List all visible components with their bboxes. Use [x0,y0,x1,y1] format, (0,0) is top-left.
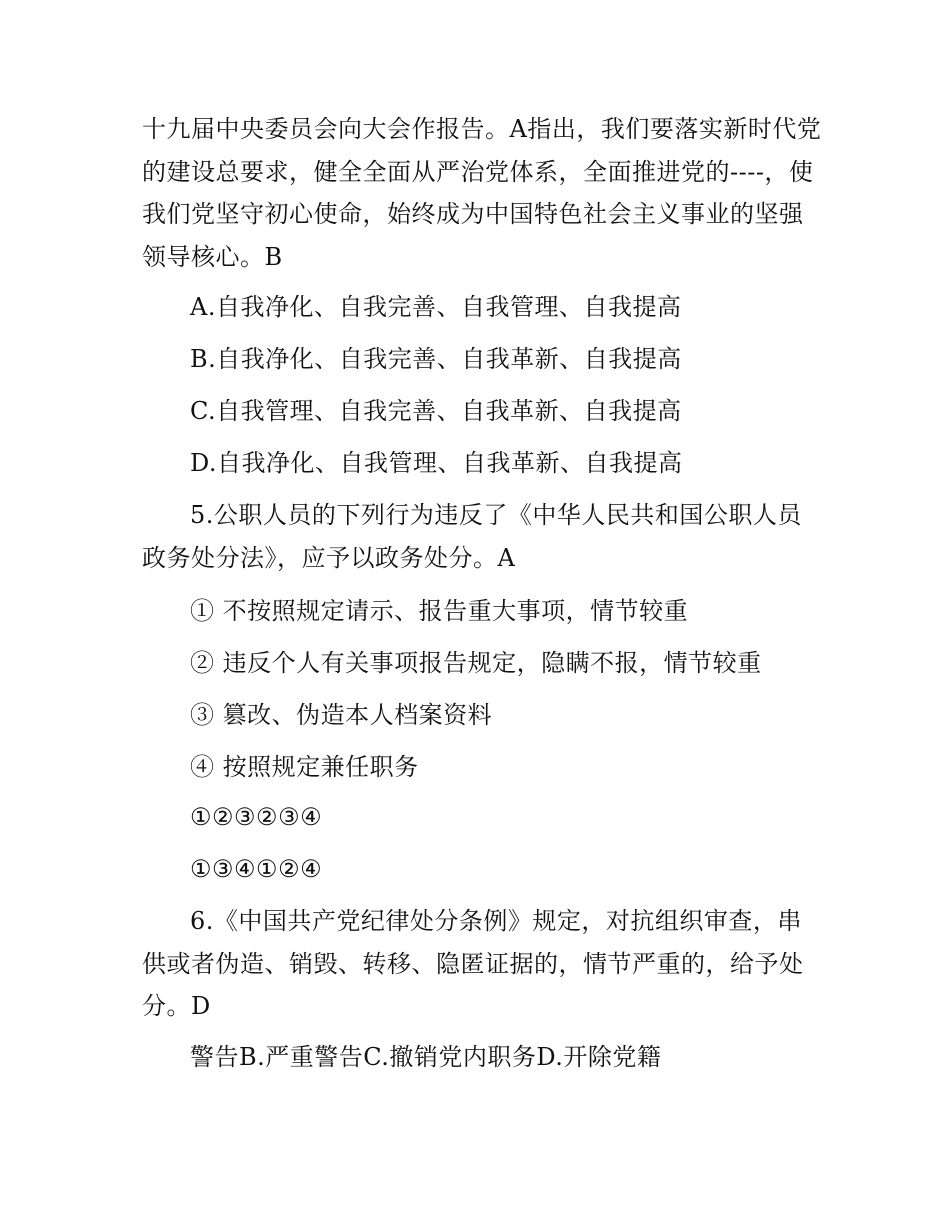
question-5-choice-2: ①③④①②④ [190,855,323,883]
question-5-item-4: ④ 按照规定兼任职务 [190,753,419,781]
question-5-item-3: ③ 篡改、伪造本人档案资料 [190,701,493,729]
question-4-option-c: C.自我管理、自我完善、自我革新、自我提高 [190,397,682,425]
question-5-item-1: ① 不按照规定请示、报告重大事项，情节较重 [190,597,689,625]
question-4-option-a: A.自我净化、自我完善、自我管理、自我提高 [190,293,682,321]
question-6-options: 警告B.严重警告C.撤销党内职务D.开除党籍 [190,1043,662,1071]
question-6-stem: 6.《中国共产党纪律处分条例》规定，对抗组织审查，串供或者伪造、销毁、转移、隐匿证据的，情节严重的，给予处分。D [142,907,804,1020]
question-4-option-b: B.自我净化、自我完善、自我革新、自我提高 [190,345,682,373]
question-4-option-d: D.自我净化、自我管理、自我革新、自我提高 [190,449,683,477]
question-5-choice-1: ①②③②③④ [190,803,323,831]
question-4-stem: 十九届中央委员会向大会作报告。A指出，我们要落实新时代党的建设总要求，健全全面从严治党体系，全面推进党的----，使我们党坚守初心使命，始终成为中国特色社会主义事业的坚强领导核心。B [142,115,822,271]
question-5-stem: 5.公职人员的下列行为违反了《中华人民共和国公职人员政务处分法》，应予以政务处分。A [142,501,802,572]
question-5-item-2: ② 违反个人有关事项报告规定，隐瞒不报，情节较重 [190,649,762,677]
